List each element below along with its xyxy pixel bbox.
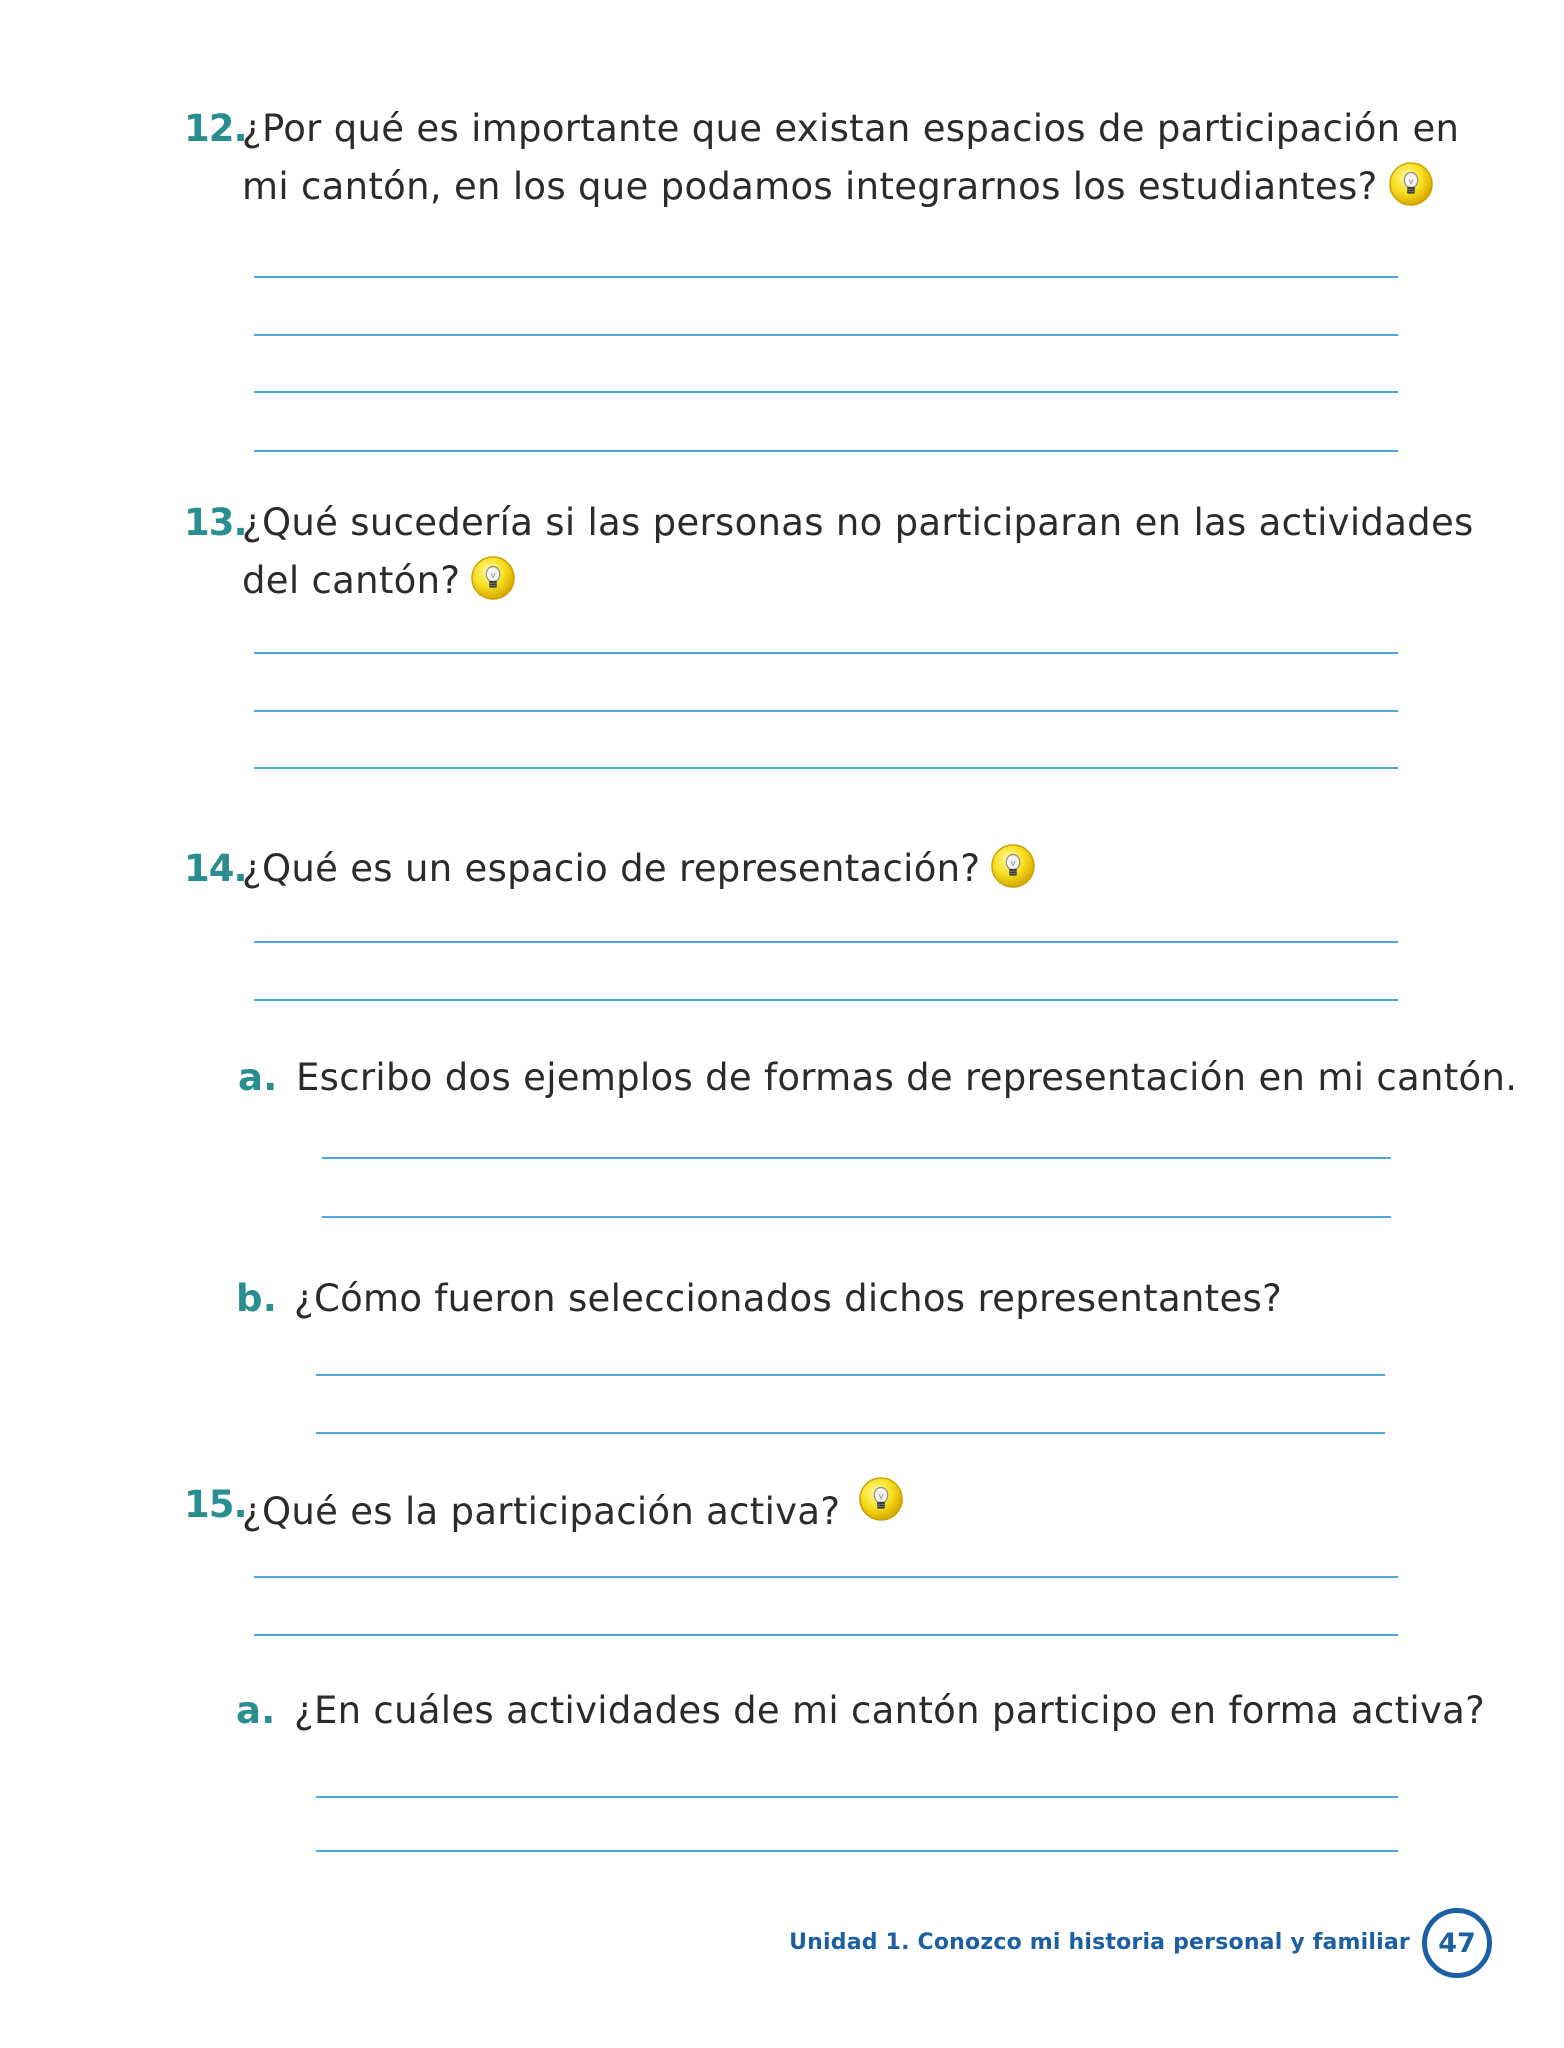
page-number: 47 (1438, 1927, 1476, 1959)
question-15-number: 15. (184, 1483, 247, 1526)
question-13 (184, 494, 1474, 610)
answer-line[interactable] (254, 710, 1398, 712)
question-13-line-2 (242, 552, 1474, 610)
answer-line[interactable] (322, 1216, 1391, 1218)
question-14b-text: ¿Cómo fueron seleccionados dichos representantes? (294, 1277, 1283, 1320)
answer-line[interactable] (254, 334, 1398, 336)
question-12-line-2 (242, 158, 1459, 216)
answer-line[interactable] (316, 1796, 1398, 1798)
question-13-line-2-text: del cantón? (242, 559, 461, 602)
answer-line[interactable] (254, 391, 1398, 393)
question-14a-letter: a. (238, 1056, 278, 1099)
question-14b-letter: b. (236, 1277, 278, 1320)
footer-unit-title: Unidad 1. Conozco mi historia personal y familiar (789, 1930, 1410, 1955)
answer-line[interactable] (316, 1850, 1398, 1852)
lightbulb-icon (1388, 161, 1434, 207)
lightbulb-icon (470, 555, 516, 601)
question-12-line-1: ¿Por qué es importante que existan espacios de participación en (242, 107, 1460, 150)
lightbulb-icon (858, 1476, 904, 1522)
answer-line[interactable] (316, 1374, 1385, 1376)
answer-line[interactable] (254, 652, 1398, 654)
question-12-number: 12. (184, 107, 247, 150)
answer-line[interactable] (254, 941, 1398, 943)
question-13-line-1: ¿Qué sucedería si las personas no participaran en las actividades (242, 501, 1474, 544)
question-14 (184, 840, 1036, 898)
question-15-line (242, 1476, 904, 1541)
answer-line[interactable] (322, 1157, 1391, 1159)
question-15a-text: ¿En cuáles actividades de mi cantón participo en forma activa? (294, 1689, 1486, 1732)
question-14-number: 14. (184, 847, 247, 890)
answer-line[interactable] (316, 1432, 1385, 1434)
question-14-line (242, 840, 1036, 898)
answer-line[interactable] (254, 276, 1398, 278)
lightbulb-icon (990, 843, 1036, 889)
question-15 (184, 1476, 904, 1541)
question-14a-text: Escribo dos ejemplos de formas de representación en mi cantón. (296, 1056, 1518, 1099)
question-14a (238, 1053, 1518, 1103)
question-15a (236, 1686, 1486, 1736)
answer-line[interactable] (254, 767, 1398, 769)
answer-line[interactable] (254, 1576, 1398, 1578)
answer-line[interactable] (254, 999, 1398, 1001)
question-15-text: ¿Qué es la participación activa? (242, 1490, 841, 1533)
answer-line[interactable] (254, 1634, 1398, 1636)
question-14b (236, 1274, 1283, 1324)
page-number-badge (1422, 1908, 1492, 1978)
question-15a-letter: a. (236, 1689, 276, 1732)
question-12-line-2-text: mi cantón, en los que podamos integrarnos los estudiantes? (242, 165, 1378, 208)
question-12 (184, 100, 1460, 216)
question-14-text: ¿Qué es un espacio de representación? (242, 847, 981, 890)
question-13-number: 13. (184, 501, 247, 544)
answer-line[interactable] (254, 450, 1398, 452)
